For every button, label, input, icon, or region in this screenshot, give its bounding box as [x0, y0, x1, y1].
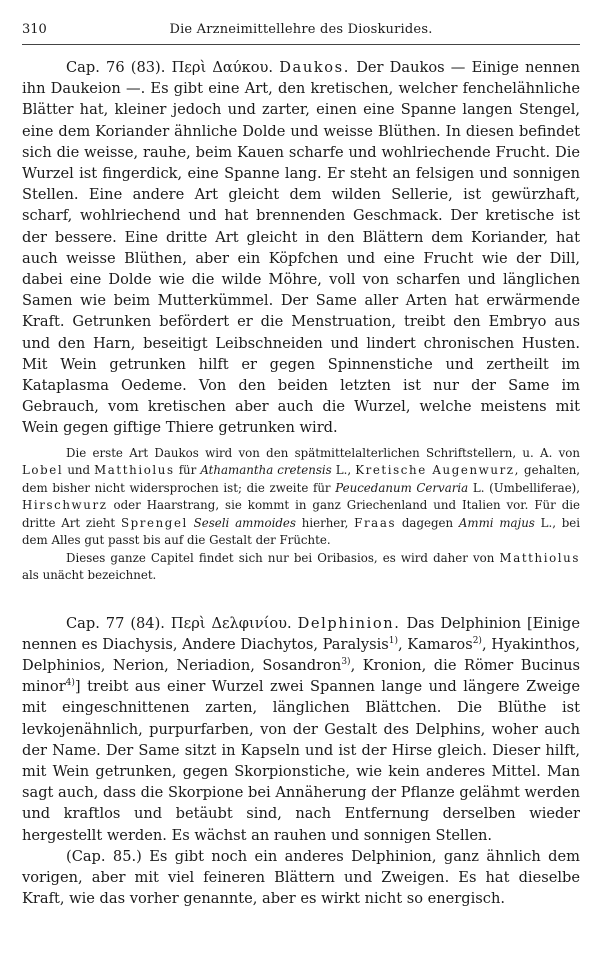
chapter-77-text: Das Delphinion [Einige nennen es Diachysis, Andere Diachytos, Paralysis: [22, 614, 581, 653]
note-text: L., bei dem Alles gut passt bis auf die Gestalt der Früchte.: [22, 515, 581, 548]
chapter-76-greek-title: Περὶ Δαύκου.: [171, 59, 274, 76]
chapter-77-name: Delphinion.: [297, 614, 401, 632]
author-name: Matthiolus: [499, 550, 581, 565]
chapter-77-greek-title: Περὶ Δελφινίου.: [170, 614, 292, 632]
note-text: dagegen: [401, 515, 454, 530]
footnote-oribasios: [22, 550, 580, 585]
note-text: Dieses ganze Capitel findet sich nur bei Oribasios, es wird daher von: [66, 550, 495, 565]
chapter-77-text: , Hyakinthos, Delphinios, Nerion, Neriadion, Sosandron: [22, 635, 581, 675]
chapter-76-paragraph: [22, 57, 580, 439]
chapter-85-label: (Cap. 85.): [66, 847, 142, 865]
note-text: oder Haarstrang, sie kommt in ganz Griechenland und Italien vor. Für die dritte Art zieht: [22, 498, 581, 530]
note-text: hierher,: [301, 515, 349, 530]
note-text: als unächt bezeichnet.: [22, 568, 157, 583]
footnote-daukos: [22, 445, 580, 550]
chapter-76-label: Cap. 76 (83).: [66, 59, 166, 76]
chapter-85-body: Es gibt noch ein anderes Delphinion, ganz ähnlich dem vorigen, aber mit viel feineren Blättern und Zweigen. Es hat dieselbe Kraft, wie das vorher genannte, aber es wirkt nicht so energisch.: [22, 847, 580, 908]
running-title: Die Arzneimittellehre des Dioskurides.: [169, 22, 433, 37]
note-text: für: [178, 463, 197, 478]
chapter-76-name: Daukos.: [279, 59, 350, 76]
note-text: Die erste Art Daukos wird von den spätmittelalterlichen Schriftstellern, u. A. von: [66, 445, 580, 460]
botanical-name: Ammi majus: [458, 515, 535, 530]
footnote-marker: 2): [472, 636, 482, 646]
botanical-name: Seseli ammoides: [193, 515, 296, 530]
running-header: [22, 22, 580, 45]
author-name: Sprengel: [120, 515, 188, 530]
chapter-77-text: ] treibt aus einer Wurzel zwei Spannen lange und längere Zweige mit eingeschnittenen zarten, länglichen Blättchen. Die Blüthe ist levkojenähnlich, purpurfarben, von der Gestalt des Delphins, woher auch der Name. Der Same sitzt in Kapseln und ist der Hirse gleich. Dieser hilft, mit Wein getrunken, gegen Skorpionstiche, wie kein anderes Mittel. Man sagt auch, dass die Skorpione bei Annäherung der Pflanze gelähmt werden und kraftlos und betäubt sind, nach Entfernung derselben wieder hergestellt werden. Es wächst an rauhen und sonnigen Stellen.: [22, 678, 580, 844]
author-name: Matthiolus: [94, 463, 175, 478]
footnote-marker: 4): [65, 678, 75, 689]
note-text: gehalten, dem bisher nicht widersprochen ist; die zweite für: [22, 463, 581, 495]
chapter-77-text: , Kamaros: [398, 635, 473, 653]
footnote-marker: 3): [341, 657, 351, 668]
author-name: Fraas: [354, 515, 397, 530]
note-text: L. (Umbelliferae),: [472, 480, 581, 495]
chapter-85-paragraph: [22, 846, 580, 910]
common-name: Kretische Augenwurz,: [355, 463, 520, 478]
chapter-77-paragraph: [22, 613, 580, 846]
botanical-name: Peucedanum Cervaria: [335, 480, 469, 495]
footnote-marker: 1): [388, 636, 398, 646]
chapter-77-text: , Kronion, die Römer Bucinus minor: [22, 657, 580, 696]
botanical-name: Athamantha cretensis: [200, 463, 332, 478]
author-name: Lobel: [22, 463, 64, 478]
common-name: Hirschwurz: [22, 498, 108, 513]
note-text: und: [67, 463, 91, 478]
chapter-76-body: Der Daukos — Einige nennen ihn Daukeion —. Es gibt eine Art, den kretischen, welcher fenchelähnliche Blätter hat, kleiner jedoch und zarter, einen eine Spanne langen Stengel, eine dem Koriander ähnliche Dolde und weisse Blüthen. In diesen befindet sich die weisse, rauhe, beim Kauen scharfe und wohlriechende Frucht. Die Wurzel ist fingerdick, eine Spanne lang. Er steht an felsigen und sonnigen Stellen. Eine andere Art gleicht dem wilden Sellerie, ist gewürzhaft, scharf, wohlriechend und hat brennenden Geschmack. Der kretische ist der bessere. Eine dritte Art gleicht in den Blättern dem Koriander, hat auch weisse Blüthen, aber ein Köpfchen und eine Frucht wie der Dill, dabei eine Dolde wie die wilde Möhre, voll von scharfen und länglichen Samen wie beim Mutterkümmel. Der Same aller Arten hat erwärmende Kraft. Getrunken befördert er die Menstruation, treibt den Embryo aus und den Harn, beseitigt Leibschneiden und lindert chronischen Husten. Mit Wein getrunken hilft er gegen Spinnenstiche und zertheilt im Kataplasma Oedeme. Von den beiden letzten ist nur der Same im Gebrauch, vom kretischen aber auch die Wurzel, welche meistens mit Wein gegen giftige Thiere getrunken wird.: [22, 59, 580, 437]
page-number: 310: [22, 22, 47, 37]
note-text: L.,: [335, 463, 352, 478]
chapter-77-label: Cap. 77 (84).: [66, 614, 165, 632]
